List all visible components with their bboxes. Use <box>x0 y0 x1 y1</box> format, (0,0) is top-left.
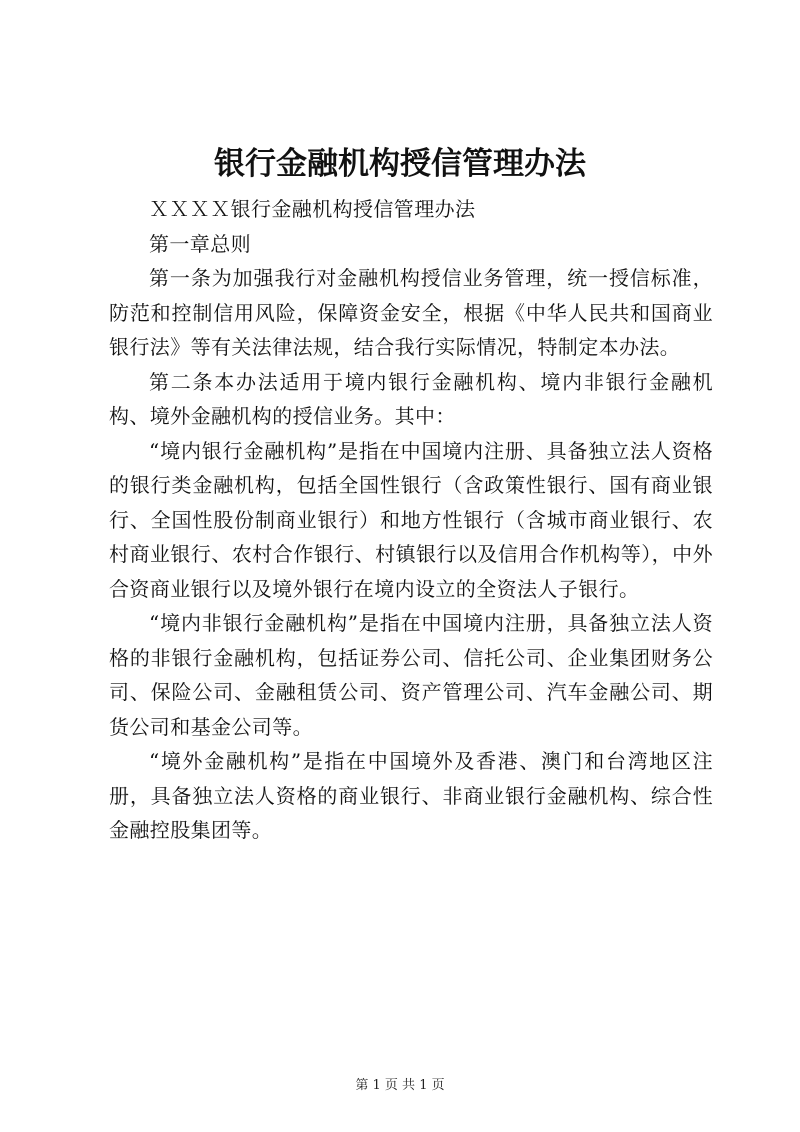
paragraph-article-1: 第一条为加强我行对金融机构授信业务管理，统一授信标准，防范和控制信用风险，保障资金安全，根据《中华人民共和国商业银行法》等有关法律法规，结合我行实际情况，特制定本办法。 <box>109 266 713 359</box>
paragraph-chapter-heading: 第一章总则 <box>149 231 251 256</box>
page-footer: 第 1 页 共 1 页 <box>355 1078 445 1093</box>
paragraph-bank-name-title: ＸＸＸＸ银行金融机构授信管理办法 <box>149 197 476 221</box>
paragraph-article-2: 第二条本办法适用于境内银行金融机构、境内非银行金融机构、境外金融机构的授信业务。其中： <box>109 369 713 428</box>
document-title: 银行金融机构授信管理办法 <box>214 146 586 182</box>
paragraph-foreign-institution-definition: “境外金融机构”是指在中国境外及香港、澳门和台湾地区注册，具备独立法人资格的商业银行、非商业银行金融机构、综合性金融控股集团等。 <box>109 749 713 842</box>
paragraph-domestic-nonbank-definition: “境内非银行金融机构”是指在中国境内注册，具备独立法人资格的非银行金融机构，包括证券公司、信托公司、企业集团财务公司、保险公司、金融租赁公司、资产管理公司、汽车金融公司、期货公司和基金公司等。 <box>109 611 713 739</box>
paragraph-domestic-bank-definition: “境内银行金融机构”是指在中国境内注册、具备独立法人资格的银行类金融机构，包括全国性银行（含政策性银行、国有商业银行、全国性股份制商业银行）和地方性银行（含城市商业银行、农村商业银行、农村合作银行、村镇银行以及信用合作机构等），中外合资商业银行以及境外银行在境内设立的全资法人子银行。 <box>109 438 713 601</box>
document-body <box>109 192 713 848</box>
